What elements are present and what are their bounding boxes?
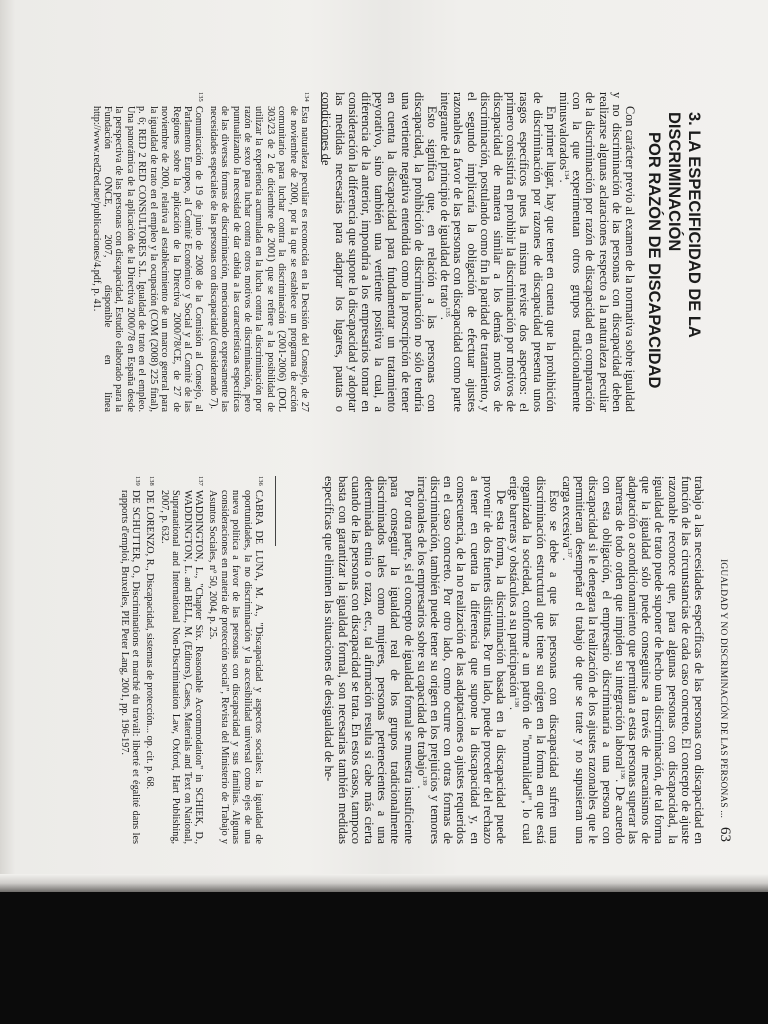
left-body-text: [319, 92, 636, 412]
paragraph-text: trabajo a las necesidades específicas de las personas con discapacidad en función de las circunstancias de cada caso concreto. El concepto de ajuste razonable reconoce que, para algunas personas con discapacidad, la igualdad de trato puede suponer de hecho una discriminación, de tal forma que la igualdad sólo puede conseguirse a través de mecanismos de adaptación o acondicionamiento que permitan a estas personas superar las barreras de todo orden que impiden su integración laboral: [612, 476, 706, 844]
paragraph: [507, 476, 560, 844]
right-body-text: [322, 476, 705, 844]
footnote-ref: 139: [420, 775, 428, 786]
paragraph-text: Esto se debe a que las personas con discapacidad sufren una discriminación estructural que tiene su origen en la forma en que está organizada la sociedad, conforme a un patrón de "normalidad", lo cual erige barreras y obstáculos a su participación: [507, 476, 561, 844]
footnote: [207, 92, 312, 412]
paragraph-text: Por otra parte, si el concepto de igualdad formal se muestra insuficiente para conseguir la igualdad real de los grupos tradicionalmente discriminados tales como mujeres, personas pertenecientes a una determinada etnia o raza, etc., tal afirmación resulta si cabe más cierta cuando de las personas con discapacidad se trata. En estos casos, tampoco basta con garantizar la igualdad formal, son necesarias también medidas específicas que eliminen las situaciones de desigualdad de he-: [322, 476, 416, 844]
footnote: [144, 476, 157, 844]
footnote-text: CABRA DE LUNA, M. A., "Discapacidad y aspectos sociales: la igualdad de oportunidades, la no discriminación y la accesibilidad universal como ejes de una nueva política a favor de las personas con discapacidad y sus familias. Algunas consideraciones en materia de protección social", Revista del Ministerio de Trabajo y Asuntos Sociales, nº 50, 2004, p. 25.: [207, 490, 264, 844]
footnote-divider: [321, 92, 322, 162]
footnote-number: 137: [196, 476, 204, 486]
paragraph-text-continued: . De acuerdo con esta obligación, el empresario discriminaría a una persona con discapacidad si le denegara la realización de los ajustes razonables que le permitieran desempeñar el trabajo de que se trate y no supusieran una carga excesiva: [559, 476, 627, 844]
paragraph: [560, 476, 705, 844]
footnote-text: Comunicación de 19 de junio de 2008 de la Comisión al Consejo, al Parlamento Europeo, al Comité Económico y Social y al Comité de las Regiones sobre la aplicación de la Directiva 2000/78/CE, de 27 de noviembre de 2000, relativa al establecimiento de un marco general para la igualdad de trato en el empleo y la ocupación (COM (2008) 225 final), p. 6; RED 2 RED CONSULTORES S.L. Igualdad de trato en el empleo. Una panorámica de la aplicación de la Directiva 2000/78 en España desde la perspectiva de las personas con discapacidad, Estudio elaborado para la Fundación ONCE, 2007, disponible en línea http://www.red2red.net/publicaciones/4.pdf, p. 41.: [90, 106, 205, 412]
paragraph: [438, 92, 557, 412]
footnote-text: WADDINGTON, L., "Chapter Six. Reasonable Accommodation" in SCHIEK, D., WADDINGTON, L. and BELL, M. (Editors), Cases, Materials and Text on National, Supranational and International Non-Discrimination Law, Oxford, Hart Publishing, 2007, p. 632.: [158, 490, 204, 844]
page-number: 63: [717, 827, 733, 842]
left-page: [0, 0, 768, 446]
footnote-ref: 138: [513, 697, 521, 708]
paragraph-text: De esta forma, la discriminación basada en la discapacidad puede provenir de dos fuentes distintas. Por un lado, puede proceder del rechazo a tener en cuenta la diferencia que supone la discapacidad y, en consecuencia, de la no realización de las adaptaciones o ajustes requeridos en el caso concreto. Por otro lado, como ocurre con otras formas de discriminación, también puede tener su origen en los prejuicios y temores irracionales de los empresarios sobre su capacidad de trabajo: [414, 476, 508, 844]
right-footnotes: [117, 476, 266, 844]
footnote-ref: 134: [563, 169, 571, 180]
footnote: [207, 476, 266, 844]
paragraph-end: .: [438, 316, 453, 320]
footnote-text: DE SCHUTTER, O., Discriminations et marché du travail: liberté et égalité dans les rapports d'emploi, Bruxelles, PIE Peter Lang, 2001, pp. 196-197.: [118, 490, 141, 844]
chapter-title-line-2: POR RAZÓN DE DISCAPACIDAD: [645, 132, 663, 389]
footnote-ref: 135: [444, 307, 452, 317]
footnote-ref: 136: [618, 769, 626, 780]
footnote-number: 138: [148, 476, 156, 486]
footnote: [90, 92, 206, 412]
book-binding-shadow: [0, 874, 768, 892]
footnote-number: 135: [197, 92, 205, 102]
paragraph: [415, 476, 507, 844]
paragraph: [322, 476, 414, 844]
chapter-title-line-1: 3. LA ESPECIFICIDAD DE LA DISCRIMINACIÓN: [665, 112, 703, 338]
paragraph-text: En primer lugar, hay que tener en cuenta que la prohibición de discriminación por razones de discapacidad presenta unos rasgos específicos pues la misma reviste dos aspectos: el primero consistiría en prohibir la discriminación por motivos de discapacidad de manera similar a los demás motivos de discriminación, postulando como fin la paridad de tratamiento, y el segundo implicaría la obligación de efectuar ajustes razonables a favor de las personas con discapacidad como parte integrante del principio de igualdad de trato: [438, 92, 558, 412]
paragraph-end: .: [556, 179, 571, 183]
paragraph-end: .: [507, 707, 522, 711]
paragraph-end: .: [414, 785, 429, 789]
paragraph-text: Con carácter previo al examen de la normativa sobre igualdad y no discriminación de las personas con discapacidad deben realizarse algunas aclaraciones respecto a la naturaleza peculiar de la discriminación por razón de discapacidad en comparación con la que experimentan otros grupos tradicionalmente minusvalorados: [556, 92, 637, 412]
footnote-ref: 137: [566, 547, 574, 558]
footnote: [118, 476, 143, 844]
running-head: IGUALDAD Y NO DISCRIMINACIÓN DE LAS PERSONAS ...: [718, 559, 728, 818]
footnote-number: 134: [303, 92, 310, 102]
footnote: [158, 476, 206, 844]
left-footnotes: [89, 92, 312, 412]
paragraph-end: .: [559, 557, 574, 561]
chapter-title: [644, 112, 704, 412]
right-page: [0, 446, 768, 892]
footnote-number: 139: [133, 476, 141, 486]
paragraph-text: Esto significa que, en relación a las personas con discapacidad, la prohibición de discriminación no sólo tendría una vertiente negativa entendida como la proscripción de tener en cuenta la discapacidad para fundamentar un tratamiento peyorativo, sino también una vertiente positiva la cual, a diferencia de la anterior, impondría a los empresarios tomar en consideración la diferencia que supone la discapacidad y adoptar las medidas necesarias para adaptar los lugares, pautas o condiciones de: [319, 92, 439, 412]
paragraph: [557, 92, 636, 412]
footnote-number: 136: [257, 476, 264, 486]
footnote-text: DE LORENZO, R., Discapacidad, sistemas de protección... op. cit. p. 68.: [144, 490, 156, 790]
paragraph: [319, 92, 438, 412]
footnote-text: Esta naturaleza peculiar es reconocida en la Decisión del Consejo, de 27 de noviembre de 2000, por la que se establece un programa de acción comunitario para luchar contra la discriminación (2001-2006) (DOL 303/23 de 2 de diciembre de 2001) que se refiere a la posibilidad de utilizar la experiencia acumulada en la lucha contra la discriminación por razón de sexo para luchar contra otros motivos de discriminación, pero puntualizando la necesidad de dar cabida a las características específicas de las diversas formas de discriminación, mencionando expresamente las necesidades especiales de las personas con discapacidad (considerando 7).: [207, 106, 310, 412]
footnote-divider: [275, 476, 276, 546]
